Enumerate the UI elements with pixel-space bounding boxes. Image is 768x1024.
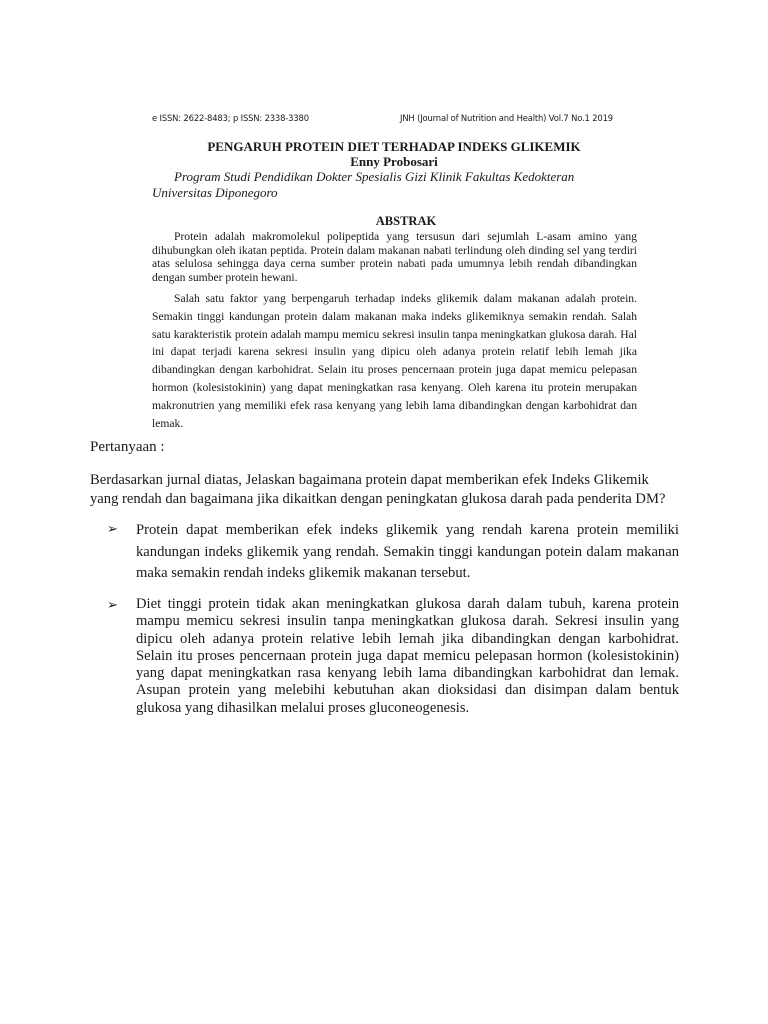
journal-citation: JNH (Journal of Nutrition and Health) Vol.7 No.1 2019 xyxy=(400,113,613,123)
article-title: PENGARUH PROTEIN DIET TERHADAP INDEKS GLIKEMIK xyxy=(207,139,581,154)
arrow-bullet-icon: ➢ xyxy=(107,598,118,613)
journal-header xyxy=(152,111,626,125)
arrow-bullet-icon: ➢ xyxy=(107,522,118,537)
author-affiliation: Program Studi Pendidikan Dokter Spesialis Gizi Klinik Fakultas Kedokteran Universitas Diponegoro xyxy=(152,169,575,200)
question-label: Pertanyaan : xyxy=(90,439,165,455)
answer-text: Protein dapat memberikan efek indeks glikemik yang rendah karena protein memiliki kandungan indeks glikemik yang rendah. Semakin tinggi kandungan potein dalam makanan maka semakin rendah indeks glikemik makanan tersebut. xyxy=(136,522,679,581)
answer-item xyxy=(107,596,679,717)
abstract-paragraph: Salah satu faktor yang berpengaruh terhadap indeks glikemik dalam makanan adalah protein. Semakin tinggi kandungan protein dalam makanan maka indeks glikemiknya semakin rendah. Salah satu karakteristik protein adalah mampu memicu sekresi insulin tanpa meningkatkan glukosa darah. Hal ini dapat terjadi karena sekresi insulin yang dipicu oleh adanya protein relatif lebih lemah jika dibandingkan dengan karbohidrat. Selain itu proses pencernaan protein juga dapat memicu pelepasan hormon (kolesistokinin) yang dapat meningkatkan rasa kenyang. Oleh karena itu protein merupakan makronutrien yang memiliki efek rasa kenyang yang lebih lama dibandingkan dengan karbohidrat dan lemak. xyxy=(152,292,637,430)
answer-item xyxy=(107,520,679,585)
issn-text: e ISSN: 2622-8483; p ISSN: 2338-3380 xyxy=(152,113,309,123)
answer-text: Diet tinggi protein tidak akan meningkatkan glukosa darah dalam tubuh, karena protein mampu memicu sekresi insulin tanpa meningkatkan glukosa darah. Sekresi insulin yang dipicu oleh adanya protein relative lebih lemah jika dibandingkan dengan karbohidrat. Selain itu proses pencernaan protein juga dapat memicu pelepasan hormon (kolesistokinin) yang dapat meningkatkan rasa kenyang lebih lama dibandingkan karbohidrat dan lemak. Asupan protein yang melebihi kebutuhan akan dioksidasi dan disimpan dalam bentuk glukosa yang dihasilkan melalui proses gluconeogenesis. xyxy=(136,596,679,716)
abstract-heading: ABSTRAK xyxy=(375,214,437,228)
abstract-paragraph: Protein adalah makromolekul polipeptida yang tersusun dari sejumlah L-asam amino yang dihubungkan oleh ikatan peptida. Protein dalam makanan nabati terlindung oleh dinding sel yang terdiri atas selulosa sehingga daya cerna sumber protein nabati pada umumnya lebih rendah dibandingkan dengan sumber protein hewani. xyxy=(152,230,637,284)
question-text: Berdasarkan jurnal diatas, Jelaskan bagaimana protein dapat memberikan efek Indeks Glikemik yang rendah dan bagaimana jika dikaitkan dengan peningkatan glukosa darah pada penderita DM? xyxy=(90,472,666,507)
article-author: Enny Probosari xyxy=(350,154,438,169)
